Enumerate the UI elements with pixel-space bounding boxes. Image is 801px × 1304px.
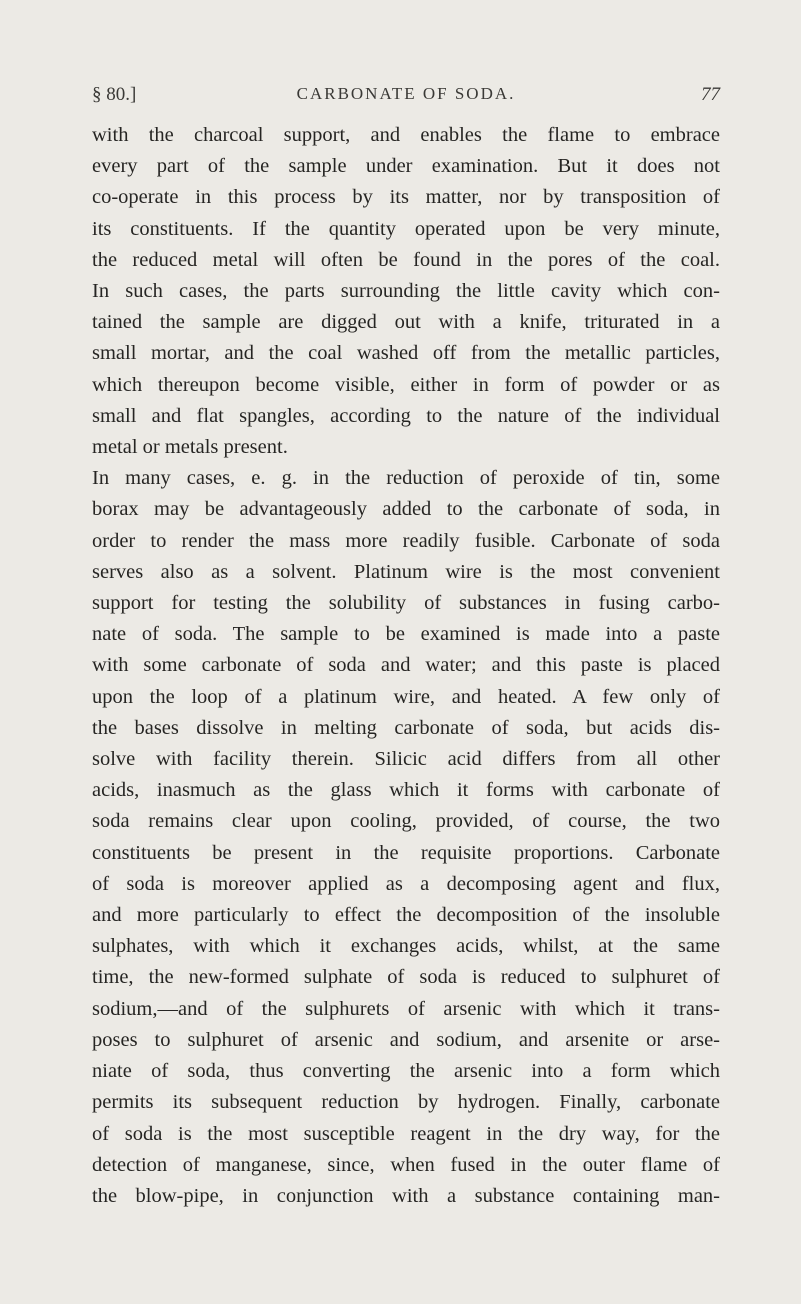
text-line: with the charcoal support, and enables the flame to embrace [92, 124, 720, 146]
text-line: serves also as a solvent. Platinum wire is the most convenient [92, 560, 720, 583]
text-line: sodium,—and of the sulphurets of arsenic with which it trans- [92, 997, 720, 1020]
text-line: borax may be advantageously added to the carbonate of soda, in [92, 498, 720, 521]
text-line: constituents be present in the requisite proportions. Carbonate [92, 841, 720, 864]
text-line: sulphates, with which it exchanges acids, whilst, at the same [92, 935, 720, 958]
text-line: In such cases, the parts surrounding the little cavity which con- [92, 280, 720, 303]
text-line: the blow-pipe, in conjunction with a substance containing man- [92, 1184, 720, 1207]
text-line: the reduced metal will often be found in the pores of the coal. [92, 248, 720, 271]
text-line: upon the loop of a platinum wire, and heated. A few only of [92, 685, 720, 708]
text-line: small and flat spangles, according to the nature of the individual [92, 404, 720, 427]
text-line: metal or metals present. [92, 436, 288, 459]
text-line: detection of manganese, since, when fused in the outer flame of [92, 1153, 720, 1176]
text-line: order to render the mass more readily fusible. Carbonate of soda [92, 529, 720, 552]
text-line: small mortar, and the coal washed off from the metallic particles, [92, 342, 720, 365]
text-line: which thereupon become visible, either in form of powder or as [92, 373, 720, 396]
text-line: acids, inasmuch as the glass which it forms with carbonate of [92, 779, 720, 802]
text-line: poses to sulphuret of arsenic and sodium, and arsenite or arse- [92, 1028, 720, 1051]
text-line: solve with facility therein. Silicic acid differs from all other [92, 748, 720, 771]
text-line: with some carbonate of soda and water; and this paste is placed [92, 654, 720, 677]
running-header [92, 84, 720, 112]
text-line: soda remains clear upon cooling, provided, of course, the two [92, 810, 720, 833]
section-marker: § 80.] [92, 84, 137, 105]
text-line: the bases dissolve in melting carbonate of soda, but acids dis- [92, 716, 720, 739]
text-line: of soda is moreover applied as a decomposing agent and flux, [92, 872, 720, 895]
text-line: co-operate in this process by its matter, nor by transposition of [92, 186, 720, 209]
text-line: its constituents. If the quantity operated upon be very minute, [92, 217, 720, 240]
text-line: tained the sample are digged out with a knife, triturated in a [92, 311, 720, 334]
text-line: permits its subsequent reduction by hydrogen. Finally, carbonate [92, 1091, 720, 1114]
text-line: of soda is the most susceptible reagent in the dry way, for the [92, 1122, 720, 1145]
text-line: support for testing the solubility of substances in fusing carbo- [92, 592, 720, 615]
text-line: In many cases, e. g. in the reduction of peroxide of tin, some [92, 467, 720, 490]
text-line: nate of soda. The sample to be examined is made into a paste [92, 623, 720, 646]
page-number: 77 [701, 84, 720, 105]
running-title: CARBONATE OF SODA. [296, 84, 516, 103]
text-line: and more particularly to effect the decomposition of the insoluble [92, 904, 720, 927]
text-line: niate of soda, thus converting the arsenic into a form which [92, 1060, 720, 1083]
text-line: every part of the sample under examination. But it does not [92, 155, 720, 178]
text-line: time, the new-formed sulphate of soda is reduced to sulphuret of [92, 966, 720, 989]
body-text [92, 120, 720, 1212]
